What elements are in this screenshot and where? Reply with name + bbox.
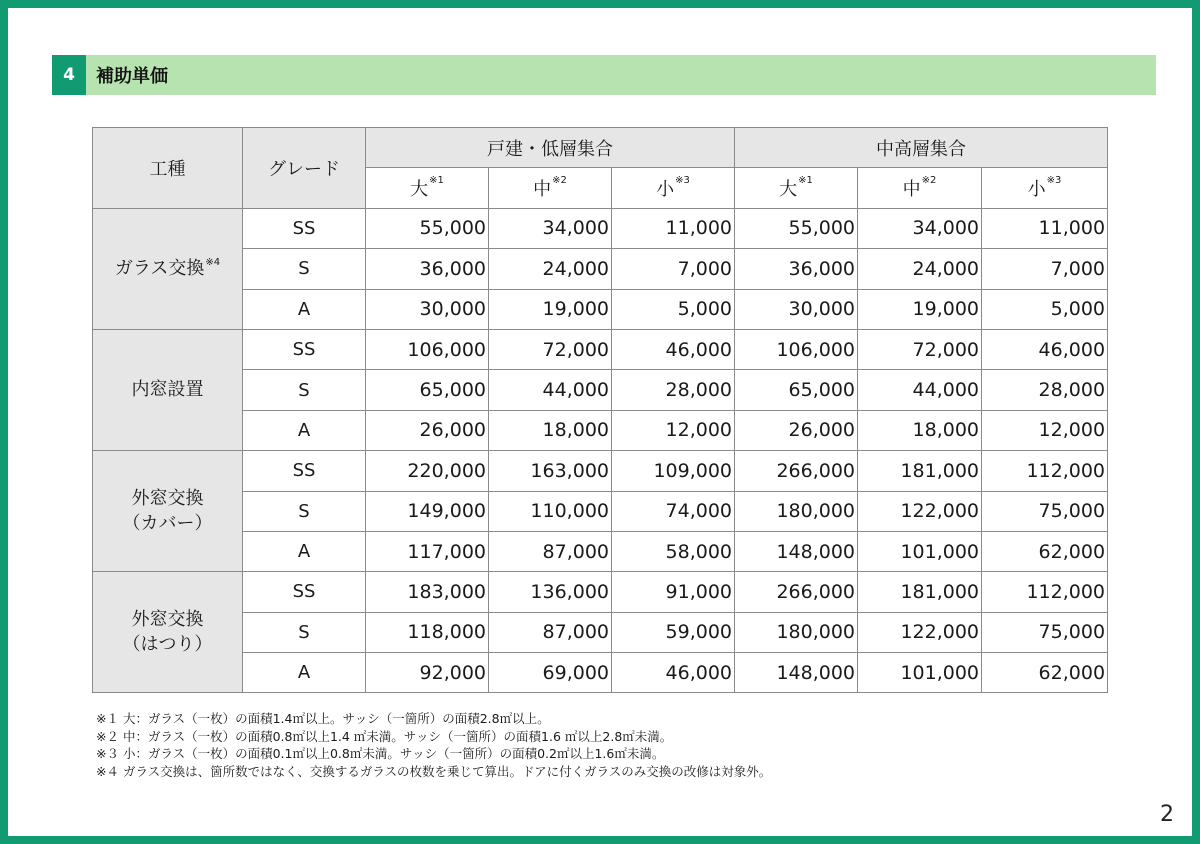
size-note: ※1 [798,175,813,187]
price-cell: 106,000 [735,329,858,369]
price-cell: 7,000 [612,249,735,289]
price-cell: 65,000 [735,370,858,410]
price-cell: 12,000 [612,410,735,450]
work-type-cell [93,329,243,450]
grade-cell: A [243,653,366,693]
work-type-name: 外窓交換 [131,609,204,631]
price-cell: 5,000 [982,289,1108,329]
header-size [366,168,489,208]
price-cell: 136,000 [489,572,612,612]
grade-cell: S [243,249,366,289]
price-cell: 112,000 [982,572,1108,612]
grade-cell: A [243,410,366,450]
price-cell: 28,000 [982,370,1108,410]
grade-cell: SS [243,572,366,612]
table-row [93,531,1108,571]
subsidy-price-table [92,127,1108,693]
price-cell: 55,000 [366,208,489,248]
price-cell: 36,000 [735,249,858,289]
price-cell: 46,000 [612,329,735,369]
price-cell: 148,000 [735,531,858,571]
size-label: 中 [533,179,552,201]
price-cell: 149,000 [366,491,489,531]
header-size [735,168,858,208]
work-type-subname: （はつり） [122,634,213,656]
price-cell: 44,000 [489,370,612,410]
work-type-subname: （カバー） [122,513,213,535]
price-cell: 62,000 [982,653,1108,693]
price-cell: 163,000 [489,451,612,491]
size-note: ※3 [675,175,690,187]
header-kind: 工種 [93,128,243,209]
price-cell: 18,000 [858,410,982,450]
size-label: 大 [779,179,798,201]
size-label: 中 [902,179,921,201]
section-header [52,55,1156,95]
header-grade: グレード [243,128,366,209]
grade-cell: SS [243,329,366,369]
header-group-midrise: 中高層集合 [735,128,1108,168]
price-cell: 5,000 [612,289,735,329]
price-cell: 75,000 [982,612,1108,652]
price-cell: 46,000 [612,653,735,693]
grade-cell: S [243,491,366,531]
size-label: 小 [656,179,675,201]
size-note: ※3 [1046,175,1062,187]
price-cell: 34,000 [489,208,612,248]
footnote-line: ※１ 大：ガラス（一枚）の面積1.4㎡以上。サッシ（一箇所）の面積2.8㎡以上。 [96,711,550,726]
price-cell: 180,000 [735,612,858,652]
header-size [612,168,735,208]
table-row [93,491,1108,531]
price-cell: 34,000 [858,208,982,248]
header-group-detached: 戸建・低層集合 [366,128,735,168]
work-type-note: ※4 [205,257,221,269]
price-cell: 106,000 [366,329,489,369]
table-row [93,289,1108,329]
header-size [489,168,612,208]
size-label: 小 [1027,179,1046,201]
section-number: 4 [52,55,86,95]
price-cell: 30,000 [735,289,858,329]
table-row [93,410,1108,450]
table-row [93,572,1108,612]
price-cell: 101,000 [858,653,982,693]
footnote-line: ※３ 小：ガラス（一枚）の面積0.1㎡以上0.8㎡未満。サッシ（一箇所）の面積0.2㎡以上1.6㎡未満。 [96,746,665,761]
work-type-name: 外窓交換 [131,488,204,510]
price-cell: 181,000 [858,572,982,612]
price-cell: 181,000 [858,451,982,491]
header-size [982,168,1108,208]
price-cell: 109,000 [612,451,735,491]
grade-cell: A [243,531,366,571]
price-cell: 122,000 [858,612,982,652]
section-title: 補助単価 [96,66,168,87]
price-cell: 117,000 [366,531,489,571]
price-cell: 112,000 [982,451,1108,491]
price-cell: 18,000 [489,410,612,450]
price-cell: 12,000 [982,410,1108,450]
price-cell: 55,000 [735,208,858,248]
price-cell: 110,000 [489,491,612,531]
price-cell: 72,000 [489,329,612,369]
price-cell: 24,000 [858,249,982,289]
footnotes [96,710,771,780]
table-row [93,451,1108,491]
work-type-cell [93,572,243,693]
price-cell: 101,000 [858,531,982,571]
price-cell: 11,000 [982,208,1108,248]
price-cell: 62,000 [982,531,1108,571]
price-cell: 36,000 [366,249,489,289]
grade-cell: SS [243,451,366,491]
price-cell: 30,000 [366,289,489,329]
table-row [93,329,1108,369]
price-cell: 87,000 [489,612,612,652]
price-cell: 74,000 [612,491,735,531]
work-type-cell [93,208,243,329]
table-row [93,208,1108,248]
footnote-line: ※４ ガラス交換は、箇所数ではなく、交換するガラスの枚数を乗じて算出。ドアに付くガラスのみ交換の改修は対象外。 [96,763,772,779]
size-note: ※2 [921,175,937,187]
footnote-line: ※２ 中：ガラス（一枚）の面積0.8㎡以上1.4 ㎡未満。サッシ（一箇所）の面積1.6 ㎡以上2.8㎡未満。 [96,728,673,744]
price-cell: 59,000 [612,612,735,652]
table-row [93,653,1108,693]
price-cell: 266,000 [735,572,858,612]
size-note: ※1 [429,175,444,187]
price-cell: 7,000 [982,249,1108,289]
price-cell: 91,000 [612,572,735,612]
price-cell: 69,000 [489,653,612,693]
grade-cell: SS [243,208,366,248]
price-cell: 183,000 [366,572,489,612]
grade-cell: A [243,289,366,329]
price-cell: 72,000 [858,329,982,369]
price-cell: 46,000 [982,329,1108,369]
price-cell: 26,000 [366,410,489,450]
work-type-name: 内窓設置 [131,379,204,401]
price-cell: 220,000 [366,451,489,491]
work-type-cell [93,451,243,572]
price-cell: 148,000 [735,653,858,693]
table-row [93,249,1108,289]
price-cell: 87,000 [489,531,612,571]
price-cell: 44,000 [858,370,982,410]
price-cell: 11,000 [612,208,735,248]
page-number: 2 [1160,802,1174,827]
work-type-name: ガラス交換 [114,258,205,280]
price-cell: 19,000 [489,289,612,329]
grade-cell: S [243,612,366,652]
header-row-groups [93,128,1108,168]
price-cell: 118,000 [366,612,489,652]
price-cell: 92,000 [366,653,489,693]
price-cell: 24,000 [489,249,612,289]
grade-cell: S [243,370,366,410]
table-row [93,612,1108,652]
price-cell: 58,000 [612,531,735,571]
size-label: 大 [410,179,429,201]
size-note: ※2 [552,175,567,187]
price-cell: 180,000 [735,491,858,531]
price-cell: 75,000 [982,491,1108,531]
price-cell: 266,000 [735,451,858,491]
header-size [858,168,982,208]
price-cell: 28,000 [612,370,735,410]
price-cell: 65,000 [366,370,489,410]
price-cell: 19,000 [858,289,982,329]
price-cell: 26,000 [735,410,858,450]
price-cell: 122,000 [858,491,982,531]
table-row [93,370,1108,410]
